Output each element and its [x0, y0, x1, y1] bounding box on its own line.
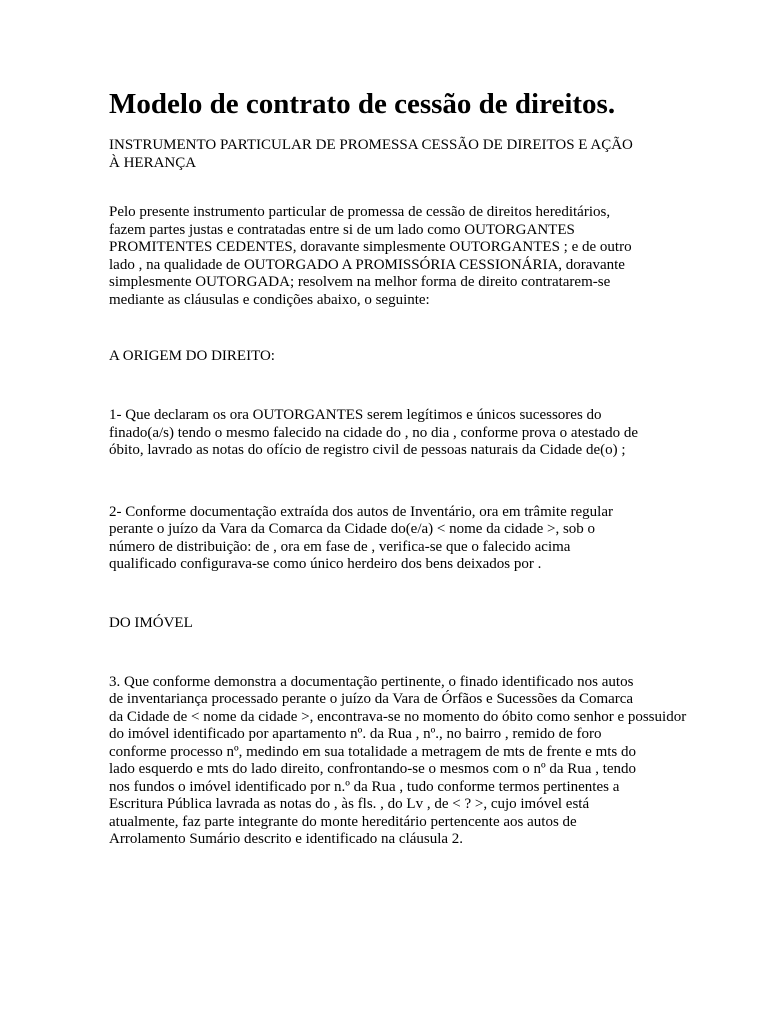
document-subtitle [109, 136, 661, 172]
paragraph-line: da Cidade de < nome da cidade >, encontrava-se no momento do óbito como senhor e possuidor [109, 708, 687, 725]
paragraph-line: do imóvel identificado por apartamento nº. da Rua , nº., no bairro , remido de foro [109, 726, 602, 742]
clause-3-paragraph [109, 673, 687, 849]
paragraph-line: nos fundos o imóvel identificado por n.º da Rua , tudo conforme termos pertinentes a [109, 778, 620, 795]
paragraph-line: Arrolamento Sumário descrito e identificado na cláusula 2. [109, 831, 464, 847]
section-heading-origem: A ORIGEM DO DIREITO: [109, 348, 275, 364]
subtitle-line: À HERANÇA [109, 155, 197, 171]
paragraph-line: 2- Conforme documentação extraída dos autos de Inventário, ora em trâmite regular [109, 503, 613, 520]
paragraph-line: perante o juízo da Vara da Comarca da Cidade do(e/a) < nome da cidade >, sob o [109, 521, 596, 537]
paragraph-line: número de distribuição: de , ora em fase de , verifica-se que o falecido acima [109, 538, 571, 555]
paragraph-line: PROMITENTES CEDENTES, doravante simplesmente OUTORGANTES ; e de outro [109, 239, 632, 255]
paragraph-line: fazem partes justas e contratadas entre si de um lado como OUTORGANTES [109, 221, 575, 238]
paragraph-line: óbito, lavrado as notas do ofício de registro civil de pessoas naturais da Cidade de(o) ; [109, 442, 626, 458]
paragraph-line: simplesmente OUTORGADA; resolvem na melhor forma de direito contratarem-se [109, 274, 611, 290]
section-heading-imovel: DO IMÓVEL [109, 614, 193, 631]
paragraph-line: lado esquerdo e mts do lado direito, confrontando-se o mesmos com o nº da Rua , tendo [109, 761, 637, 777]
paragraph-line: 3. Que conforme demonstra a documentação pertinente, o finado identificado nos autos [109, 673, 634, 690]
document-title: Modelo de contrato de cessão de direitos. [109, 88, 616, 120]
paragraph-line: de inventariança processado perante o juízo da Vara de Órfãos e Sucessões da Comarca [109, 691, 634, 707]
paragraph-line: conforme processo nº, medindo em sua totalidade a metragem de mts de frente e mts do [109, 743, 636, 760]
paragraph-line: Escritura Pública lavrada as notas do , às fls. , do Lv , de < ? >, cujo imóvel está [109, 796, 590, 812]
paragraph-line: atualmente, faz parte integrante do monte hereditário pertencente aos autos de [109, 813, 577, 830]
paragraph-line: finado(a/s) tendo o mesmo falecido na cidade do , no dia , conforme prova o atestado de [109, 424, 638, 441]
subtitle-line: INSTRUMENTO PARTICULAR DE PROMESSA CESSÃO DE DIREITOS E AÇÃO [109, 137, 633, 153]
paragraph-line: lado , na qualidade de OUTORGADO A PROMISSÓRIA CESSIONÁRIA, doravante [109, 256, 625, 273]
clause-2-paragraph [109, 504, 661, 574]
paragraph-line: mediante as cláusulas e condições abaixo, o seguinte: [109, 291, 430, 308]
document-page [109, 84, 687, 849]
clause-1-paragraph [109, 407, 661, 460]
intro-paragraph [109, 204, 661, 309]
paragraph-line: 1- Que declaram os ora OUTORGANTES serem legítimos e únicos sucessores do [109, 407, 602, 423]
paragraph-line: Pelo presente instrumento particular de promessa de cessão de direitos hereditários, [109, 204, 611, 220]
paragraph-line: qualificado configurava-se como único herdeiro dos bens deixados por . [109, 556, 542, 572]
